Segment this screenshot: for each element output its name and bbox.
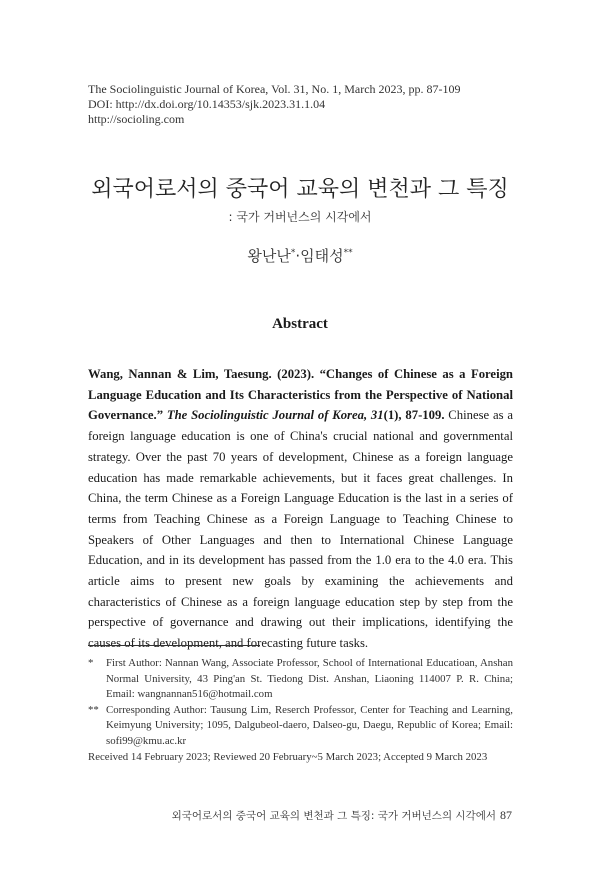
page-number: 87 — [500, 808, 512, 822]
author-line — [0, 245, 600, 266]
footnote-corresponding-author — [88, 703, 513, 750]
footnote-mark: ** — [88, 703, 99, 716]
citation-issue: (1), 87-109. — [383, 408, 449, 423]
paper-subtitle: : 국가 거버넌스의 시각에서 — [228, 210, 372, 224]
abstract-text: Chinese as a foreign language education is one of China's crucial national and governmental strategy. Over the past 70 years of development, Chinese as a foreign language education has made remarkable achievements, but it faces great challenges. In China, the term Chinese as a Foreign Language Education is the last in a series of terms from Teaching Chinese as a Foreign Language to Teaching Chinese to Speakers of Other Languages and then to International Chinese Language Education, and in its development has passed from the 1.0 era to the 4.0 era. This article aims to present new goals by examining the achievements and characteristics of Chinese as a foreign language education step by step from the perspective of governance and drawing out their implications, identifying the causes of its development, and forecasting future tasks. — [88, 408, 513, 651]
page-footer — [172, 808, 512, 823]
journal-url[interactable]: http://socioling.com — [88, 112, 185, 126]
footnotes — [88, 656, 513, 765]
journal-header — [88, 82, 461, 127]
footnote-text: Corresponding Author: Tausung Lim, Reserch Professor, Center for Teaching and Learning, Keimyung University; 1095, Dalgubeol-daero, Dalseo-gu, Daegu, Republic of Korea; Email: sofi99@kmu.ac.kr — [106, 703, 513, 747]
citation-journal: The Sociolinguistic Journal of Korea, 31 — [166, 408, 384, 423]
footnote-divider — [88, 645, 260, 646]
received-dates: Received 14 February 2023; Reviewed 20 February~5 March 2023; Accepted 9 March 2023 — [88, 750, 488, 763]
doi-line[interactable]: DOI: http://dx.doi.org/10.14353/sjk.2023.31.1.04 — [88, 97, 326, 111]
citation-title: “Changes of Chinese as a Foreign Language Education and Its Characteristics from the Perspective of National Governance.” — [88, 367, 513, 423]
citation-authors: Wang, Nannan & Lim, Taesung. (2023). — [88, 367, 320, 381]
author-mark-1: * — [290, 248, 296, 258]
abstract-body — [88, 364, 513, 654]
paper-title: 외국어로서의 중국어 교육의 변천과 그 특징 — [91, 177, 509, 202]
footnote-first-author — [88, 656, 513, 703]
journal-citation-line: The Sociolinguistic Journal of Korea, Vol. 31, No. 1, March 2023, pp. 87-109 — [88, 82, 461, 96]
author-name-2: 임태성 — [300, 247, 344, 265]
author-mark-2: ** — [343, 248, 353, 258]
running-title: 외국어로서의 중국어 교육의 변천과 그 특징: 국가 거버넌스의 시각에서 — [171, 810, 496, 822]
author-name-1: 왕난난 — [247, 247, 291, 265]
footnote-text: First Author: Nannan Wang, Associate Professor, School of International Educatioan, Anshan Normal University, 43 Ping'an St. Tiedong Dist. Anshan, Liaoning 114007 P. R. China; Email: wangnannan516@hotmail.com — [106, 657, 513, 701]
abstract-heading: Abstract — [272, 316, 328, 332]
author-separator: · — [295, 247, 301, 265]
footnote-mark: * — [88, 657, 94, 669]
